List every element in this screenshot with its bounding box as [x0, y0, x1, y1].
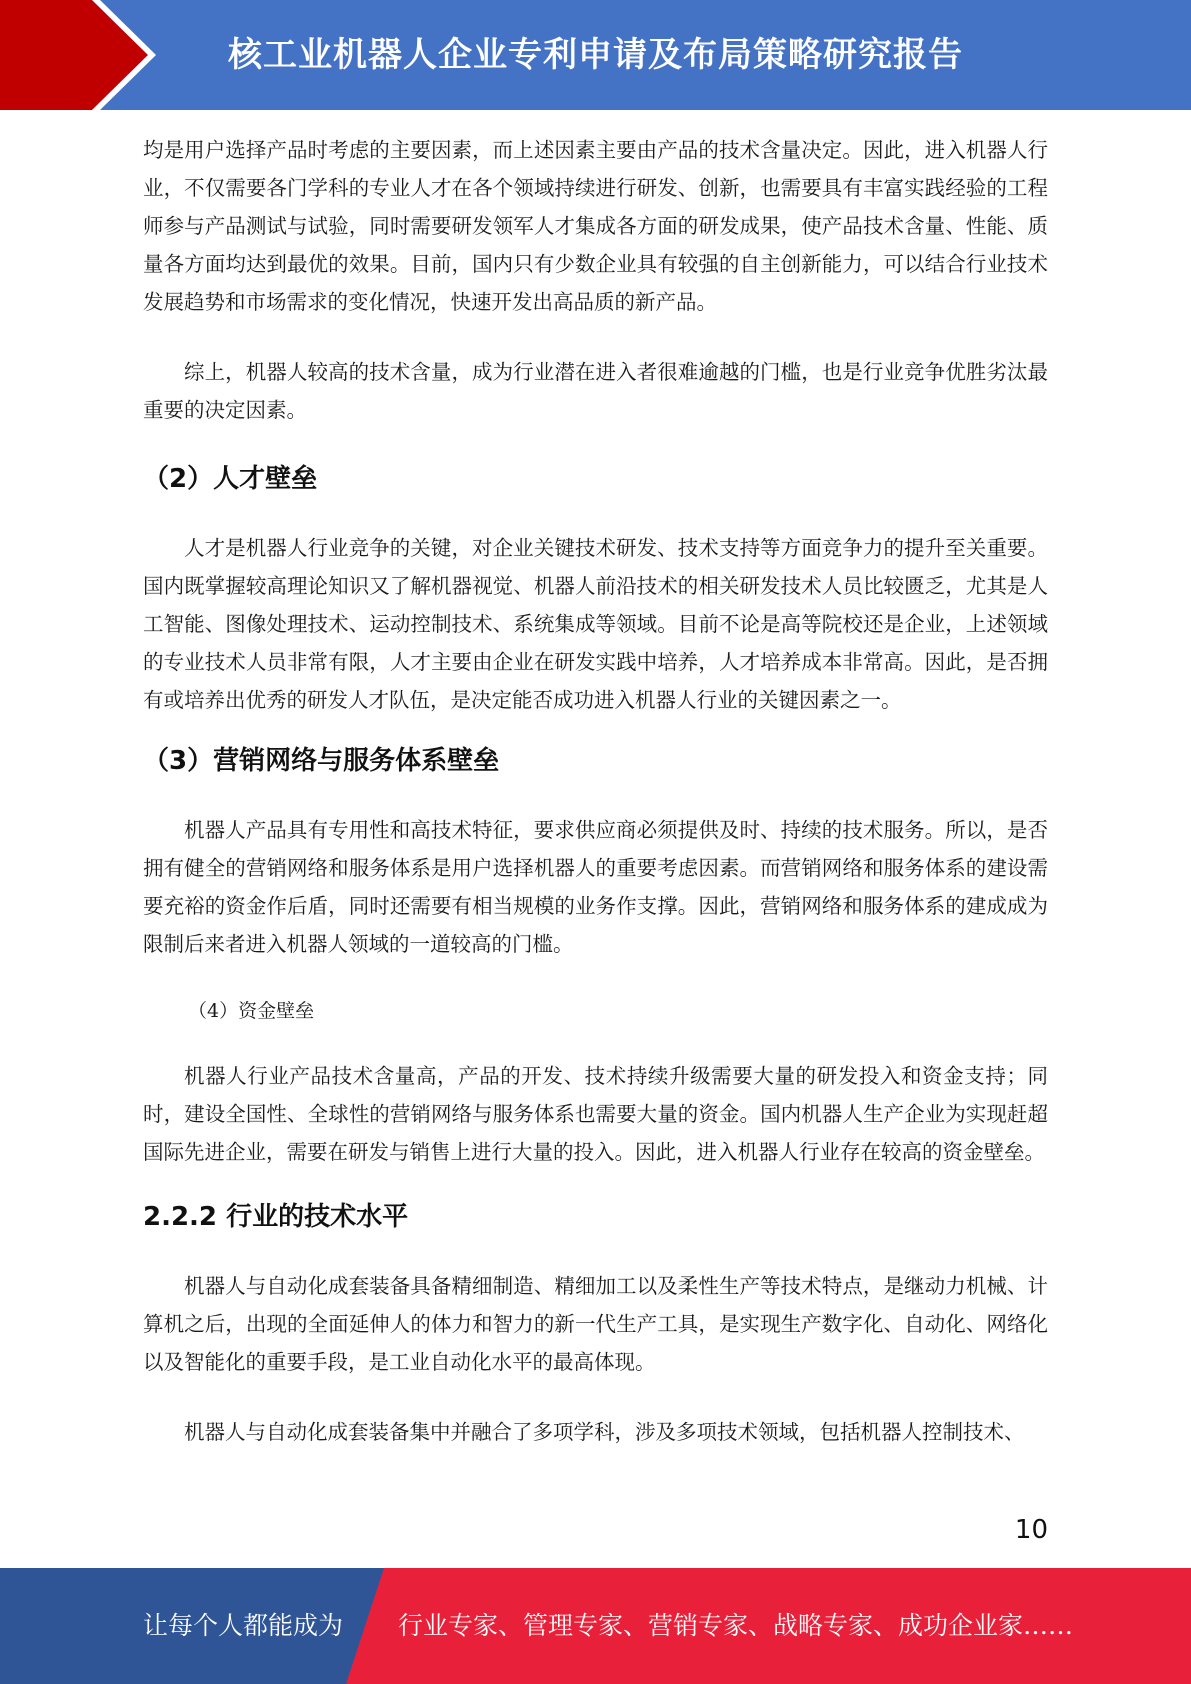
paragraph-2: 综上，机器人较高的技术含量，成为行业潜在进入者很难逾越的门槛，也是行业竞争优胜劣汰最重要的决定因素。: [143, 360, 1048, 422]
heading-marketing-barrier: （3）营销网络与服务体系壁垒: [143, 746, 500, 776]
paragraph-3: 人才是机器人行业竞争的关键，对企业关键技术研发、技术支持等方面竞争力的提升至关重要。国内既掌握较高理论知识又了解机器视觉、机器人前沿技术的相关研发技术人员比较匮乏，尤其是人工智能、图像处理技术、运动控制技术、系统集成等领域。目前不论是高等院校还是企业，上述领域的专业技术人员非常有限，人才主要由企业在研发实践中培养，人才培养成本非常高。因此，是否拥有或培养出优秀的研发人才队伍，是决定能否成功进入机器人行业的关键因素之一。: [143, 536, 1048, 712]
paragraph-5: 机器人行业产品技术含量高，产品的开发、技术持续升级需要大量的研发投入和资金支持；同时，建设全国性、全球性的营销网络与服务体系也需要大量的资金。国内机器人生产企业为实现赶超国际先进企业，需要在研发与销售上进行大量的投入。因此，进入机器人行业存在较高的资金壁垒。: [143, 1064, 1048, 1164]
paragraph-7: 机器人与自动化成套装备集中并融合了多项学科，涉及多项技术领域，包括机器人控制技术、: [184, 1420, 1025, 1444]
footer-banner: [0, 1568, 1191, 1684]
document-body: [143, 131, 1048, 1451]
paragraph-1: 均是用户选择产品时考虑的主要因素，而上述因素主要由产品的技术含量决定。因此，进入机器人行业，不仅需要各门学科的专业人才在各个领域持续进行研发、创新，也需要具有丰富实践经验的工程师参与产品测试与试验，同时需要研发领军人才集成各方面的研发成果，使产品技术含量、性能、质量各方面均达到最优的效果。目前，国内只有少数企业具有较强的自主创新能力，可以结合行业技术发展趋势和市场需求的变化情况，快速开发出高品质的新产品。: [143, 138, 1048, 314]
header-title: 核工业机器人企业专利申请及布局策略研究报告: [228, 35, 963, 75]
paragraph-6: 机器人与自动化成套装备具备精细制造、精细加工以及柔性生产等技术特点，是继动力机械、计算机之后，出现的全面延伸人的体力和智力的新一代生产工具，是实现生产数字化、自动化、网络化以及智能化的重要手段，是工业自动化水平的最高体现。: [143, 1274, 1048, 1374]
header-banner: [0, 0, 1191, 110]
heading-talent-barrier: （2）人才壁垒: [143, 464, 318, 494]
footer-slogan-right: 行业专家、管理专家、营销专家、战略专家、成功企业家……: [398, 1611, 1074, 1640]
heading-technical-level: 2.2.2 行业的技术水平: [143, 1202, 409, 1232]
subheading-capital-barrier: （4）资金壁垒: [188, 1000, 315, 1022]
page-number: 10: [1014, 1515, 1048, 1545]
paragraph-4: 机器人产品具有专用性和高技术特征，要求供应商必须提供及时、持续的技术服务。所以，是否拥有健全的营销网络和服务体系是用户选择机器人的重要考虑因素。而营销网络和服务体系的建设需要充裕的资金作后盾，同时还需要有相当规模的业务作支撑。因此，营销网络和服务体系的建成成为限制后来者进入机器人领域的一道较高的门槛。: [143, 818, 1048, 956]
footer-slogan-left: 让每个人都能成为: [143, 1611, 344, 1640]
